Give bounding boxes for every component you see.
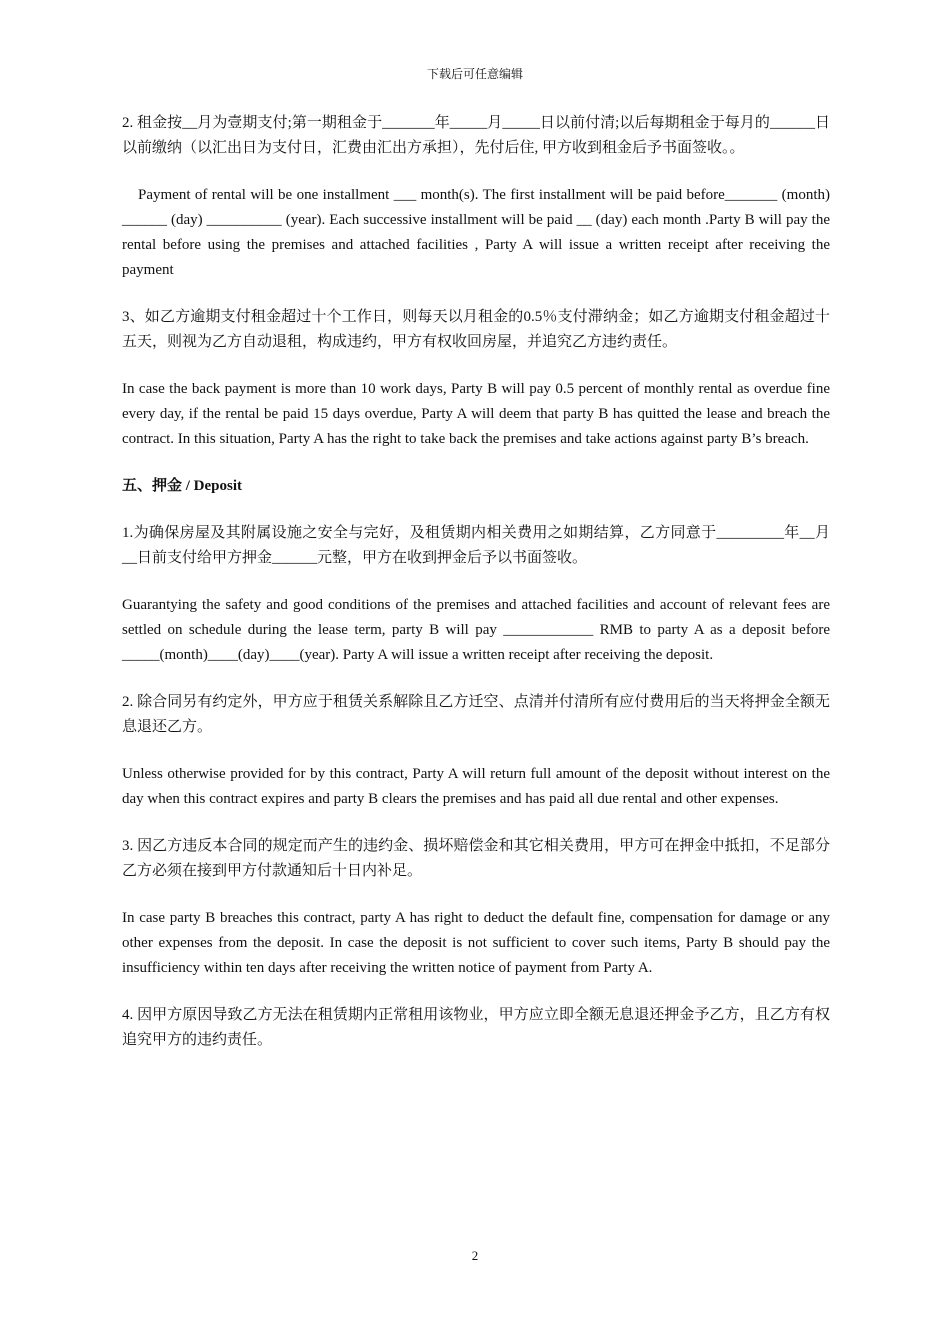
deposit-clause-2-english: Unless otherwise provided for by this contract, Party A will return full amount of the deposit without interest on the day when this contract expires and party B clears the premises and has paid all due rental and other expenses. [122,766,830,807]
document-body [122,111,830,1075]
deposit-clause-1-chinese: 1.为确保房屋及其附属设施之安全与完好，及租赁期内相关费用之如期结算，乙方同意于_________年__月__日前支付给甲方押金______元整，甲方在收到押金后予以书面签收。 [122,525,830,566]
page-header: 下载后可任意编辑 [426,67,523,81]
page-number: 2 [471,1248,479,1263]
deposit-clause-2-chinese: 2. 除合同另有约定外，甲方应于租赁关系解除且乙方迁空、点清并付清所有应付费用后的当天将押金全额无息退还乙方。 [122,694,830,735]
rent-clause-2-english: Payment of rental will be one installment ___ month(s). The first installment will be paid before_______ (month) ______ (day) __________ (year). Each successive installment will be paid __ (day) each month .Party B will pay the rental before using the premises and attached facilities , Party A will issue a written receipt after receiving the payment [122,187,830,278]
rent-clause-3-english: In case the back payment is more than 10 work days, Party B will pay 0.5 percent of monthly rental as overdue fine every day, if the rental be paid 15 days overdue, Party A will deem that party B has quitted the lease and breach the contract. In this situation, Party A has the right to take back the premises and take actions against party B’s breach. [122,381,830,447]
deposit-clause-3-chinese: 3. 因乙方违反本合同的规定而产生的违约金、损坏赔偿金和其它相关费用，甲方可在押金中抵扣，不足部分乙方必须在接到甲方付款通知后十日内补足。 [122,838,830,879]
rent-clause-3-chinese: 3、如乙方逾期支付租金超过十个工作日，则每天以月租金的0.5％支付滞纳金；如乙方逾期支付租金超过十五天，则视为乙方自动退租，构成违约，甲方有权收回房屋，并追究乙方违约责任。 [122,309,830,350]
deposit-clause-3-english: In case party B breaches this contract, party A has right to deduct the default fine, compensation for damage or any other expenses from the deposit. In case the deposit is not sufficient to cover such items, Party B should pay the insufficiency within ten days after receiving the written notice of payment from Party A. [122,910,830,976]
rent-clause-2-chinese: 2. 租金按__月为壹期支付;第一期租金于_______年_____月_____日以前付清;以后每期租金于每月的______日以前缴纳（以汇出日为支付日，汇费由汇出方承担），先付后住, 甲方收到租金后予书面签收。。 [122,115,830,156]
deposit-clause-4-chinese: 4. 因甲方原因导致乙方无法在租赁期内正常租用该物业，甲方应立即全额无息退还押金予乙方，且乙方有权追究甲方的违约责任。 [122,1007,830,1048]
deposit-clause-1-english: Guarantying the safety and good conditions of the premises and attached facilities and account of relevant fees are settled on schedule during the lease term, party B will pay ____________ RMB to party A as a deposit before _____(month)____(day)____(year). Party A will issue a written receipt after receiving the deposit. [122,597,830,663]
deposit-section-title: 五、押金 / Deposit [122,478,243,494]
